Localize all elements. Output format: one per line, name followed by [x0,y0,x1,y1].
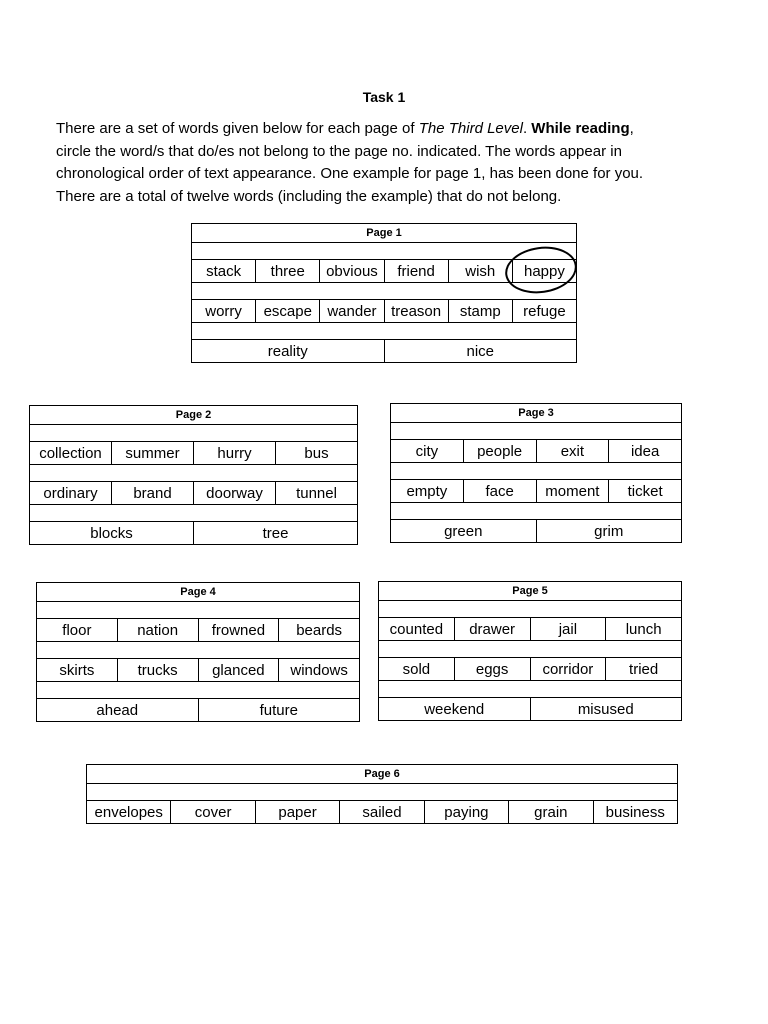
page-label: Page 6 [364,768,400,780]
word-cell[interactable]: exit [536,440,609,462]
word-cell[interactable]: city [415,442,439,460]
page-label: Page 5 [512,585,548,597]
word-cell[interactable]: glanced [198,659,279,681]
task-title: Task 1 [362,89,406,105]
word-cell[interactable]: three [255,260,319,282]
word-cell[interactable]: tried [605,658,681,680]
word-cell[interactable]: stamp [448,300,512,322]
word-cell[interactable]: escape [255,300,319,322]
page-1-table [191,223,577,363]
page-label: Page 1 [366,227,402,239]
word-cell[interactable]: corridor [530,658,606,680]
word-cell[interactable]: ticket [608,480,681,502]
word-row [391,519,681,542]
word-cell[interactable]: ordinary [43,484,98,502]
instructions-line-1: There are a set of words given below for each page of The Third Level. While reading, [56,120,634,137]
word-row [37,618,359,641]
word-row [379,697,681,720]
word-row [379,657,681,680]
word-row [379,617,681,640]
word-cell[interactable]: paper [255,801,339,823]
page-label: Page 4 [180,586,216,598]
word-cell[interactable]: ahead [96,701,139,719]
page-6-table [86,764,678,824]
word-cell[interactable]: grain [508,801,592,823]
word-cell[interactable]: future [198,699,360,721]
word-row [37,698,359,721]
word-row [192,339,576,362]
word-cell[interactable]: lunch [605,618,681,640]
word-cell[interactable]: empty [406,482,448,500]
word-cell[interactable]: tree [193,522,357,544]
page-2-table [29,405,358,545]
word-cell[interactable]: happy [512,260,576,282]
word-cell[interactable]: friend [384,260,448,282]
instructions-line-3: chronological order of text appearance. One example for page 1, has been done for you. [56,165,644,182]
word-cell[interactable]: frowned [198,619,279,641]
word-row [192,259,576,282]
word-row [87,800,677,823]
word-cell[interactable]: drawer [454,618,530,640]
word-row [391,439,681,462]
word-cell[interactable]: envelopes [94,803,163,821]
page-label: Page 3 [518,407,554,419]
word-cell[interactable]: cover [170,801,254,823]
word-cell[interactable]: weekend [424,700,485,718]
word-row [192,299,576,322]
word-cell[interactable]: hurry [193,442,275,464]
word-cell[interactable]: beards [278,619,359,641]
word-cell[interactable]: grim [536,520,682,542]
word-cell[interactable]: worry [205,302,242,320]
word-cell[interactable]: misused [530,698,682,720]
word-row [391,479,681,502]
book-title: The Third Level [418,120,523,137]
word-cell[interactable]: people [463,440,536,462]
word-cell[interactable]: stack [206,262,242,280]
word-cell[interactable]: brand [111,482,193,504]
word-cell[interactable]: green [444,522,483,540]
word-cell[interactable]: paying [424,801,508,823]
word-cell[interactable]: nation [117,619,198,641]
word-cell[interactable]: wish [448,260,512,282]
instructions [56,118,721,208]
word-cell[interactable]: doorway [193,482,275,504]
word-cell[interactable]: sailed [339,801,423,823]
word-cell[interactable]: treason [384,300,448,322]
word-cell[interactable]: idea [608,440,681,462]
word-cell[interactable]: reality [267,342,308,360]
word-row [30,481,357,504]
word-cell[interactable]: bus [275,442,357,464]
page-label: Page 2 [175,409,212,421]
page-4-table [36,582,360,722]
word-cell[interactable]: collection [39,444,102,462]
word-cell[interactable]: eggs [454,658,530,680]
word-cell[interactable]: floor [62,621,92,639]
word-cell[interactable]: refuge [512,300,576,322]
instructions-line-2: circle the word/s that do/es not belong to the page no. indicated. The words appear in [56,142,622,160]
word-cell[interactable]: summer [111,442,193,464]
instructions-line-4: There are a total of twelve words (including the example) that do not belong. [56,187,562,205]
page-5-table [378,581,682,721]
page-3-table [390,403,682,543]
word-cell[interactable]: face [463,480,536,502]
word-row [30,521,357,544]
emphasis: While reading [531,120,630,137]
word-cell[interactable]: moment [536,480,609,502]
word-cell[interactable]: trucks [117,659,198,681]
word-cell[interactable]: sold [402,660,431,678]
word-cell[interactable]: business [593,801,677,823]
word-cell[interactable]: windows [278,659,359,681]
word-cell[interactable]: wander [319,300,383,322]
word-cell[interactable]: blocks [90,524,133,542]
word-cell[interactable]: tunnel [275,482,357,504]
word-cell[interactable]: counted [389,620,444,638]
word-cell[interactable]: jail [530,618,606,640]
word-cell[interactable]: nice [384,340,577,362]
word-row [37,658,359,681]
word-cell[interactable]: obvious [319,260,383,282]
word-row [30,441,357,464]
word-cell[interactable]: skirts [59,661,95,679]
